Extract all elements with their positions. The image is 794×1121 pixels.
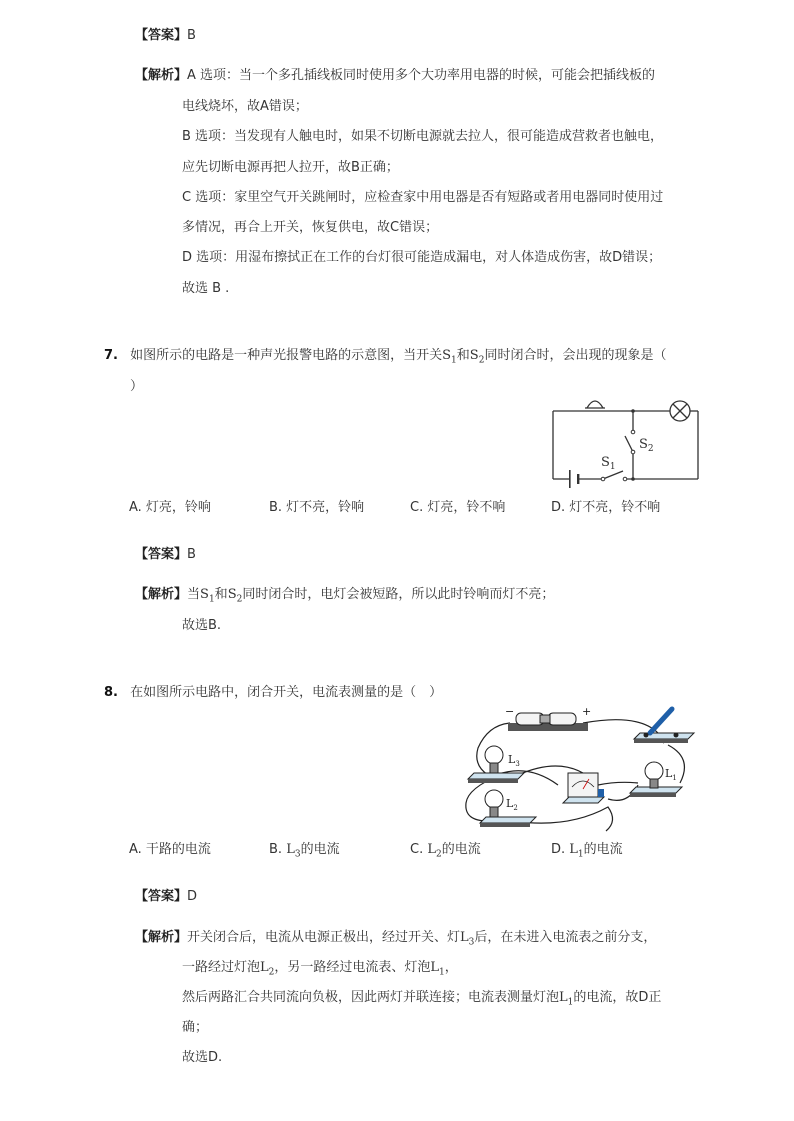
q7-option-b: B. 灯不亮，铃响 [269, 500, 365, 515]
q7-circuit-diagram [545, 392, 700, 492]
q8-analysis-line-4: 确； [182, 1020, 209, 1035]
q8-option-b: B. $L_3$的电流 [269, 842, 340, 860]
q8-circuit-diagram [458, 703, 698, 833]
q8-analysis-line-1: 【解析】开关闭合后，电流从电源正极出，经过开关、灯$L_3$后，在未进入电流表之前分支， [135, 930, 657, 948]
q8-answer [135, 885, 197, 904]
q6-analysis-line-7: D 选项：用湿布擦拭正在工作的台灯很可能造成漏电，对人体造成伤害，故D错误； [182, 250, 662, 265]
switch-s1-symbol: $S_1$ [442, 348, 457, 366]
s2-label: $S_2$ [639, 437, 654, 454]
q6-analysis-line-4: 应先切断电源再把人拉开，故B正确； [182, 160, 399, 175]
answer-value: B [187, 28, 196, 43]
answer-value: B [187, 547, 196, 562]
q7-analysis-line-2: 故选B. [182, 618, 222, 633]
s1-label: $S_1$ [601, 455, 616, 472]
q6-analysis-line-6: 多情况，再合上开关，恢复供电，故C错误； [182, 220, 439, 235]
q8-analysis-line-3: 然后两路汇合共同流向负极，因此两灯并联连接；电流表测量灯泡$L_1$的电流，故D正 [182, 990, 662, 1008]
q8-analysis-line-5: 故选D. [182, 1050, 223, 1065]
analysis-tag: 【解析】 [135, 587, 188, 602]
switch-s2-symbol: $S_2$ [469, 348, 485, 366]
q8-option-a: A. 干路的电流 [129, 842, 211, 857]
q7-option-c: C. 灯亮，铃不响 [410, 500, 506, 515]
q7-analysis-line-1: 【解析】当$S_1$和$S_2$同时闭合时，电灯会被短路，所以此时铃响而灯不亮； [135, 587, 555, 605]
svg-text:L1: $L_1$ [665, 767, 677, 782]
q6-answer [135, 24, 196, 43]
ammeter-icon [563, 773, 604, 803]
q8-option-c: C. $L_2$的电流 [410, 842, 481, 860]
q7-stem-close: ） [130, 379, 144, 394]
answer-tag: 【答案】 [135, 28, 188, 43]
q8-option-d: D. $L_1$的电流 [551, 842, 623, 860]
q6-analysis-line-3: B 选项：当发现有人触电时，如果不切断电源就去拉人，很可能造成营救者也触电， [182, 129, 664, 144]
q7-answer [135, 543, 196, 562]
question-number: 8. [104, 685, 118, 700]
battery-pack-icon [505, 705, 591, 731]
answer-tag: 【答案】 [135, 889, 188, 904]
switch-icon [634, 709, 694, 743]
analysis-tag: 【解析】 [135, 68, 188, 83]
answer-tag: 【答案】 [135, 547, 188, 562]
svg-text:L3: $L_3$ [508, 753, 520, 768]
svg-text:−: − [505, 705, 515, 718]
q7-option-a: A. 灯亮，铃响 [129, 500, 211, 515]
lamp-l3-icon [468, 746, 524, 783]
q6-analysis-line-1: 【解析】A 选项：当一个多孔插线板同时使用多个大功率用电器的时候，可能会把插线板的 [135, 68, 656, 83]
answer-value: D [187, 889, 198, 904]
svg-text:+: + [582, 705, 592, 718]
question-number: 7. [104, 348, 118, 363]
analysis-tag: 【解析】 [135, 930, 188, 945]
q6-analysis-line-2: 电线烧坏，故A错误； [182, 99, 308, 114]
q7-stem: 7. 如图所示的电路是一种声光报警电路的示意图，当开关$S_1$和$S_2$同时闭合时，会出现的现象是（ [104, 348, 667, 366]
q8-stem: 8. 在如图所示电路中，闭合开关，电流表测量的是（ ） [104, 685, 443, 700]
q6-analysis-line-5: C 选项：家里空气开关跳闸时，应检查家中用电器是否有短路或者用电器同时使用过 [182, 190, 664, 205]
lamp-l1-icon [630, 762, 682, 797]
q7-option-d: D. 灯不亮，铃不响 [551, 500, 661, 515]
q8-analysis-line-2: 一路经过灯泡$L_2$，另一路经过电流表、灯泡$L_1$， [182, 960, 458, 978]
svg-text:L2: $L_2$ [506, 797, 518, 812]
q6-analysis-line-8: 故选 B . [182, 281, 230, 296]
lamp-l2-icon [480, 790, 536, 827]
